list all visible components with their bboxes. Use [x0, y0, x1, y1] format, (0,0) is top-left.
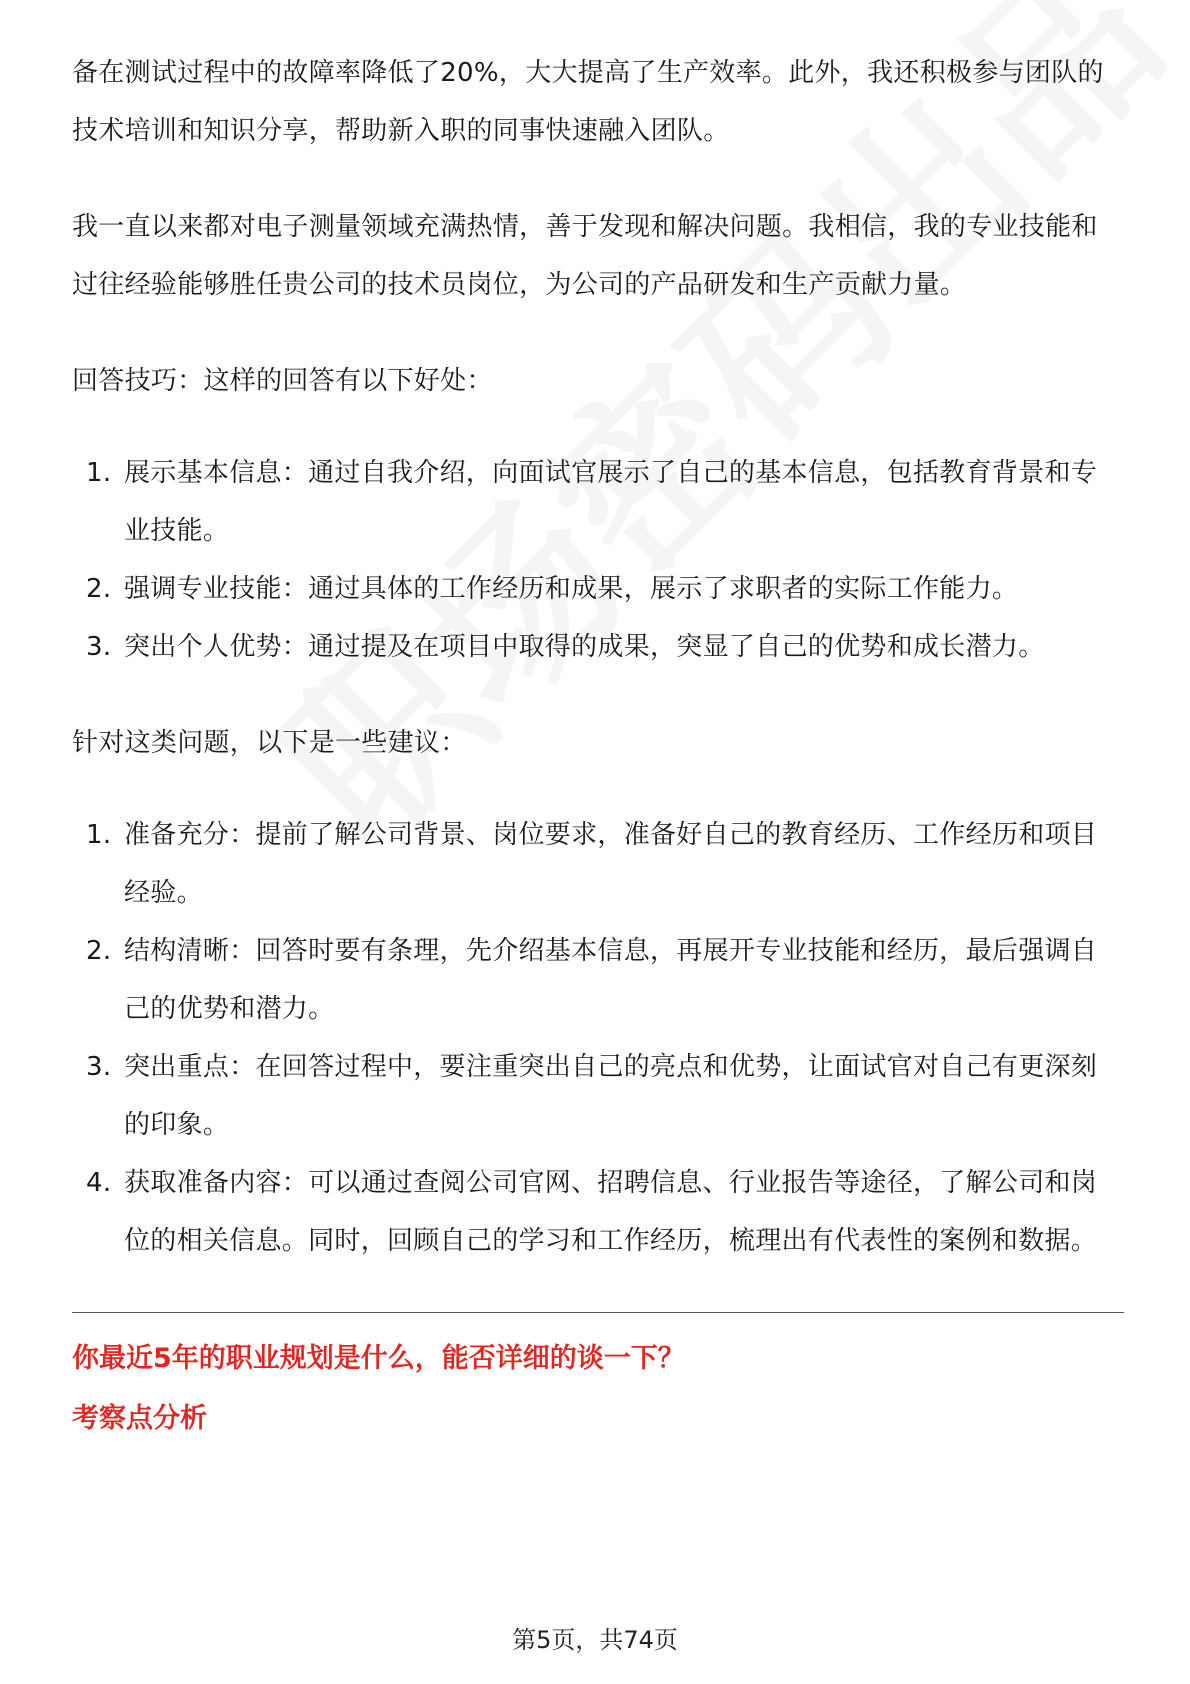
list-number: 2.: [86, 936, 112, 966]
list-text: 准备充分：提前了解公司背景、岗位要求，准备好自己的教育经历、工作经历和项目经验。: [124, 820, 1098, 908]
list-item: [72, 444, 1118, 560]
list-item: [72, 1038, 1118, 1154]
list-text: 获取准备内容：可以通过查阅公司官网、招聘信息、行业报告等途径，了解公司和岗位的相关信息。同时，回顾自己的学习和工作经历，梳理出有代表性的案例和数据。: [124, 1168, 1098, 1256]
list-item: [72, 618, 1118, 676]
list-item: [72, 922, 1118, 1038]
list-item: [72, 806, 1118, 922]
list-number: 4.: [86, 1168, 112, 1198]
list-item: [72, 1154, 1118, 1270]
tips-list: [72, 444, 1118, 676]
tips-intro: 回答技巧：这样的回答有以下好处：: [72, 366, 493, 396]
advice-list: [72, 806, 1118, 1270]
section-divider: [72, 1312, 1124, 1313]
list-text: 展示基本信息：通过自我介绍，向面试官展示了自己的基本信息，包括教育背景和专业技能。: [124, 458, 1098, 546]
analysis-heading: 考察点分析: [72, 1403, 207, 1434]
list-item: [72, 560, 1118, 618]
paragraph-1: 备在测试过程中的故障率降低了20%，大大提高了生产效率。此外，我还积极参与团队的技术培训和知识分享，帮助新入职的同事快速融入团队。: [72, 58, 1104, 146]
document-page: [72, 44, 1118, 1439]
list-number: 3.: [86, 632, 112, 662]
list-number: 1.: [86, 458, 112, 488]
list-number: 2.: [86, 574, 112, 604]
list-text: 结构清晰：回答时要有条理，先介绍基本信息，再展开专业技能和经历，最后强调自己的优势和潜力。: [124, 936, 1098, 1024]
list-text: 突出重点：在回答过程中，要注重突出自己的亮点和优势，让面试官对自己有更深刻的印象。: [124, 1052, 1098, 1140]
list-text: 强调专业技能：通过具体的工作经历和成果，展示了求职者的实际工作能力。: [124, 574, 1019, 604]
list-number: 3.: [86, 1052, 112, 1082]
page-footer: 第5页，共74页: [512, 1626, 678, 1654]
list-number: 1.: [86, 820, 112, 850]
next-question-title: 你最近5年的职业规划是什么，能否详细的谈一下？: [72, 1343, 685, 1374]
paragraph-2: 我一直以来都对电子测量领域充满热情，善于发现和解决问题。我相信，我的专业技能和过往经验能够胜任贵公司的技术员岗位，为公司的产品研发和生产贡献力量。: [72, 212, 1098, 300]
list-text: 突出个人优势：通过提及在项目中取得的成果，突显了自己的优势和成长潜力。: [124, 632, 1045, 662]
advice-intro: 针对这类问题，以下是一些建议：: [72, 728, 467, 758]
